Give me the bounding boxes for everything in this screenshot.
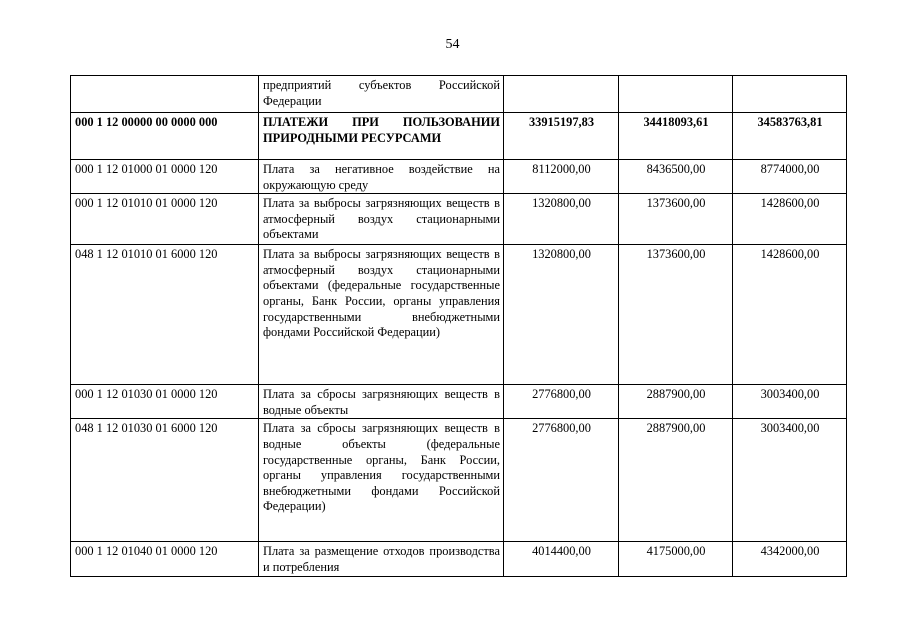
year-3-amount-cell: 3003400,00 <box>733 385 847 419</box>
item-name-cell: Плата за выбросы загрязняющих веществ в атмосферный воздух стационарными объектами <box>259 194 504 245</box>
year-1-amount-cell: 4014400,00 <box>504 542 619 576</box>
year-3-amount-cell <box>733 76 847 113</box>
item-name-cell: предприятий субъектов Российской Федерации <box>259 76 504 113</box>
year-2-amount-cell: 34418093,61 <box>619 113 733 160</box>
budget-code-cell: 048 1 12 01030 01 6000 120 <box>71 419 259 542</box>
year-2-amount-cell: 2887900,00 <box>619 385 733 419</box>
year-1-amount-cell <box>504 76 619 113</box>
year-2-amount-cell: 4175000,00 <box>619 542 733 576</box>
table-row <box>71 194 847 245</box>
year-3-amount-cell: 1428600,00 <box>733 245 847 385</box>
item-name-cell: Плата за негативное воздействие на окружающую среду <box>259 160 504 194</box>
item-name-cell: Плата за сбросы загрязняющих веществ в водные объекты <box>259 385 504 419</box>
budget-code-cell: 000 1 12 01010 01 0000 120 <box>71 194 259 245</box>
year-2-amount-cell: 8436500,00 <box>619 160 733 194</box>
table-row <box>71 160 847 194</box>
year-3-amount-cell: 1428600,00 <box>733 194 847 245</box>
budget-code-cell: 000 1 12 00000 00 0000 000 <box>71 113 259 160</box>
year-3-amount-cell: 8774000,00 <box>733 160 847 194</box>
year-1-amount-cell: 8112000,00 <box>504 160 619 194</box>
budget-code-cell: 000 1 12 01000 01 0000 120 <box>71 160 259 194</box>
year-1-amount-cell: 1320800,00 <box>504 194 619 245</box>
year-2-amount-cell <box>619 76 733 113</box>
item-name-cell: Плата за выбросы загрязняющих веществ в атмосферный воздух стационарными объектами (федеральные государственные органы, Банк России, органы управления государственными внебюджетными фондами Российской Федерации) <box>259 245 504 385</box>
year-1-amount-cell: 2776800,00 <box>504 419 619 542</box>
year-1-amount-cell: 2776800,00 <box>504 385 619 419</box>
year-3-amount-cell: 3003400,00 <box>733 419 847 542</box>
year-2-amount-cell: 1373600,00 <box>619 194 733 245</box>
year-2-amount-cell: 2887900,00 <box>619 419 733 542</box>
budget-table-body <box>71 76 847 577</box>
year-1-amount-cell: 33915197,83 <box>504 113 619 160</box>
table-row <box>71 76 847 113</box>
year-3-amount-cell: 34583763,81 <box>733 113 847 160</box>
table-row <box>71 542 847 576</box>
budget-table <box>70 75 847 577</box>
budget-code-cell: 000 1 12 01040 01 0000 120 <box>71 542 259 576</box>
item-name-cell: Плата за размещение отходов производства и потребления <box>259 542 504 576</box>
year-1-amount-cell: 1320800,00 <box>504 245 619 385</box>
budget-code-cell: 048 1 12 01010 01 6000 120 <box>71 245 259 385</box>
budget-code-cell: 000 1 12 01030 01 0000 120 <box>71 385 259 419</box>
table-row <box>71 419 847 542</box>
item-name-cell: ПЛАТЕЖИ ПРИ ПОЛЬЗОВАНИИ ПРИРОДНЫМИ РЕСУРСАМИ <box>259 113 504 160</box>
budget-code-cell <box>71 76 259 113</box>
table-row <box>71 113 847 160</box>
year-2-amount-cell: 1373600,00 <box>619 245 733 385</box>
item-name-cell: Плата за сбросы загрязняющих веществ в водные объекты (федеральные государственные органы, Банк России, органы управления государственными внебюджетными фондами Российской Федерации) <box>259 419 504 542</box>
year-3-amount-cell: 4342000,00 <box>733 542 847 576</box>
page-number: 54 <box>445 37 460 52</box>
table-row <box>71 385 847 419</box>
table-row <box>71 245 847 385</box>
